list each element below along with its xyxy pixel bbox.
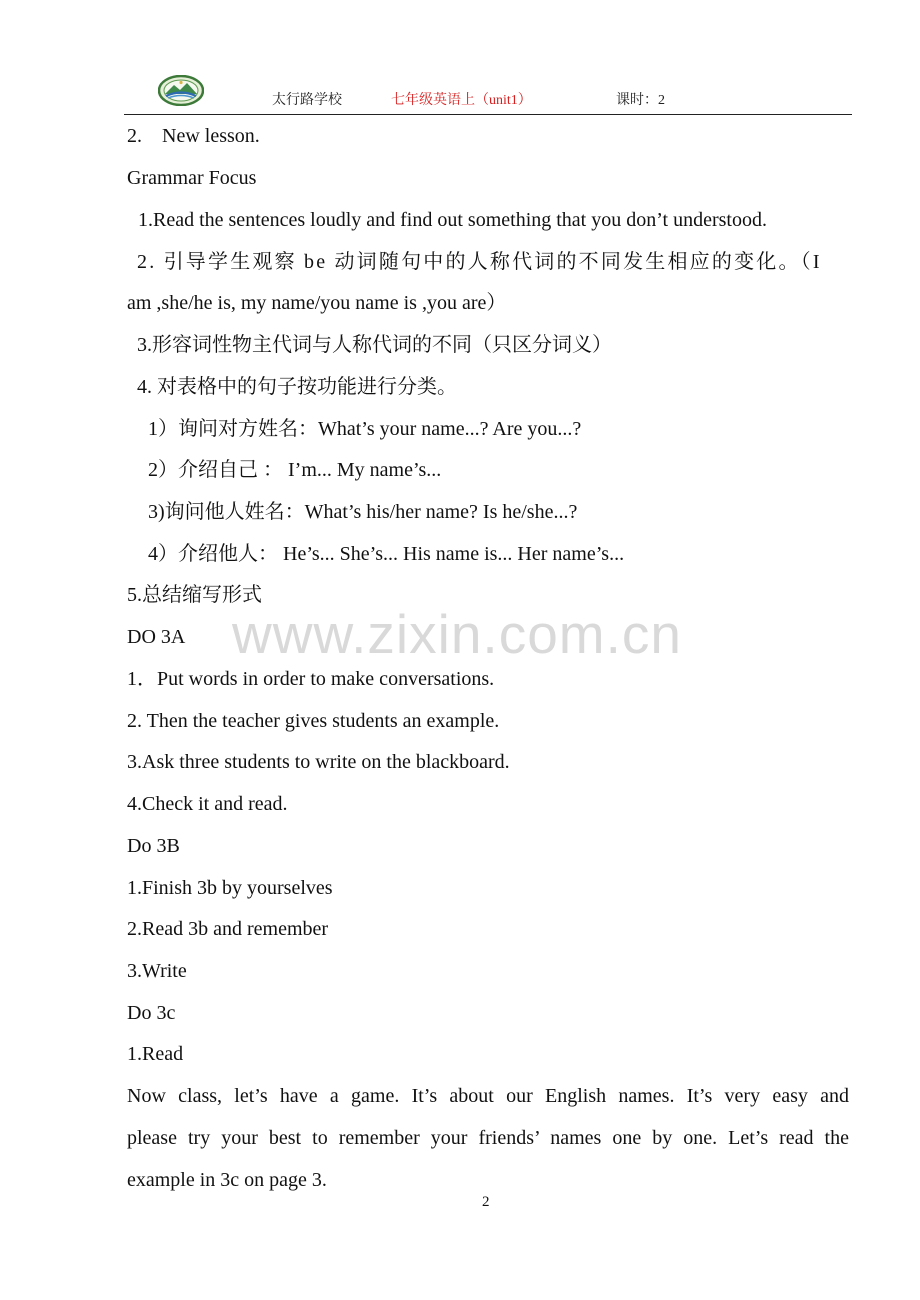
grammar-focus-item-5: 5.总结缩写形式 <box>127 584 262 606</box>
header-lesson-period: 课时：2 <box>616 93 665 108</box>
paragraph-line-1: Now class, let’s have a game. It’s about our English names. It’s very easy and <box>127 1085 849 1107</box>
grammar-focus-subitem-2: 2）介绍自己 ： I’m... My name’s... <box>148 459 442 481</box>
grammar-focus-item-2: 2. 引导学生观察 be 动词随句中的人称代词的不同发生相应的变化。（I <box>137 251 822 273</box>
do-3c-step-1: 1.Read <box>127 1043 184 1065</box>
paragraph-line-2: please try your best to remember your friends’ names one by one. Let’s read the <box>127 1127 849 1149</box>
do-3b-heading: Do 3B <box>127 835 180 857</box>
section-heading-new-lesson: 2. New lesson. <box>127 125 260 147</box>
grammar-focus-subitem-3: 3)询问他人姓名：What’s his/her name? Is he/she...? <box>148 501 578 523</box>
page-number: 2 <box>482 1194 490 1210</box>
grammar-focus-item-4: 4. 对表格中的句子按功能进行分类。 <box>137 376 457 398</box>
do-3a-step-3: 3.Ask three students to write on the blackboard. <box>127 751 510 773</box>
grammar-focus-heading: Grammar Focus <box>127 167 257 189</box>
do-3b-step-3: 3.Write <box>127 960 187 982</box>
do-3a-step-2: 2. Then the teacher gives students an example. <box>127 710 500 732</box>
do-3b-step-1: 1.Finish 3b by yourselves <box>127 877 333 899</box>
header-school-name: 太行路学校 <box>272 93 342 108</box>
header-course-title: 七年级英语上（unit1） <box>391 93 532 108</box>
do-3a-heading: DO 3A <box>127 626 186 648</box>
grammar-focus-subitem-1: 1）询问对方姓名：What’s your name...? Are you...? <box>148 418 582 440</box>
do-3a-step-4: 4.Check it and read. <box>127 793 288 815</box>
do-3b-step-2: 2.Read 3b and remember <box>127 918 329 940</box>
grammar-focus-subitem-4: 4）介绍他人： He’s... She’s... His name is... Her name’s... <box>148 543 625 565</box>
grammar-focus-item-2-continued: am ,she/he is, my name/you name is ,you are） <box>127 292 507 314</box>
watermark: www.zixin.com.cn <box>232 603 682 665</box>
grammar-focus-item-3: 3.形容词性物主代词与人称代词的不同（只区分词义） <box>137 334 612 356</box>
do-3c-heading: Do 3c <box>127 1002 176 1024</box>
paragraph-line-3: example in 3c on page 3. <box>127 1169 327 1191</box>
school-emblem-icon <box>158 75 204 106</box>
do-3a-step-1: 1．Put words in order to make conversations. <box>127 668 495 690</box>
page-header <box>124 68 852 115</box>
grammar-focus-item-1: 1.Read the sentences loudly and find out something that you don’t understood. <box>138 209 767 231</box>
